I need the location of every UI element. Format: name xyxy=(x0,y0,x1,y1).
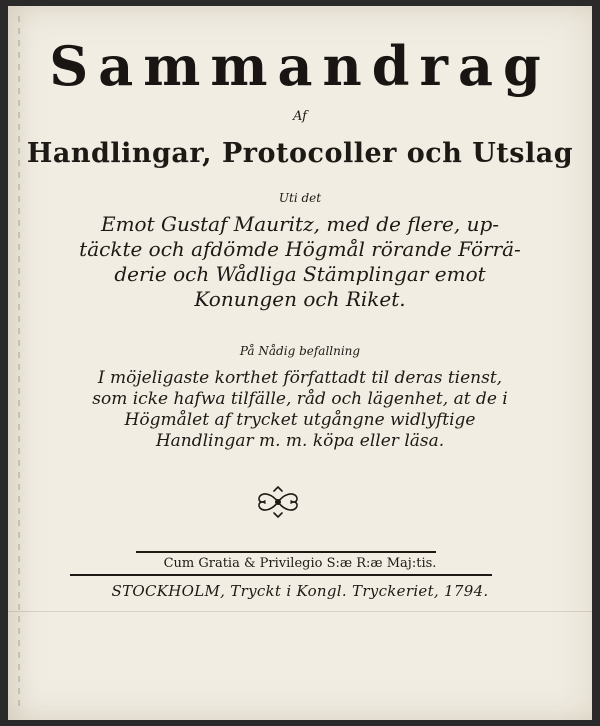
summary-line: som icke hafwa tilfälle, råd och lägenhet, at de i xyxy=(92,389,508,409)
paper-fold-line xyxy=(8,611,592,612)
main-title: Sammandrag xyxy=(49,34,551,98)
summary-line: I möjeligaste korthet författadt til deras tienst, xyxy=(97,368,503,388)
privilege-line: Cum Gratia & Privilegio S:æ R:æ Maj:tis. xyxy=(163,556,437,571)
description-line: täckte och afdömde Högmål rörande Förrä- xyxy=(79,237,521,261)
description-line: derie och Wådliga Stämplingar emot xyxy=(114,262,486,286)
subtitle: Handlingar, Protocoller och Utslag xyxy=(26,138,574,169)
befallning-label: På Nådig befallning xyxy=(239,344,361,358)
summary-line: Handlingar m. m. köpa eller läsa. xyxy=(155,431,445,451)
uti-det-label: Uti det xyxy=(278,191,322,205)
description-line: Emot Gustaf Mauritz, med de flere, up- xyxy=(100,212,500,236)
description-block xyxy=(8,212,592,312)
summary-block xyxy=(8,368,592,452)
top-rule xyxy=(136,551,436,553)
summary-line: Högmålet af trycket utgångne widlyftige xyxy=(124,410,476,430)
description-line: Konungen och Riket. xyxy=(194,287,406,311)
af-label: Af xyxy=(293,109,307,124)
fleuron-ornament-icon xyxy=(254,484,302,520)
bottom-rule xyxy=(70,574,492,576)
title-page xyxy=(8,6,592,720)
imprint-line: STOCKHOLM, Tryckt i Kongl. Tryckeriet, 1794. xyxy=(111,582,489,600)
